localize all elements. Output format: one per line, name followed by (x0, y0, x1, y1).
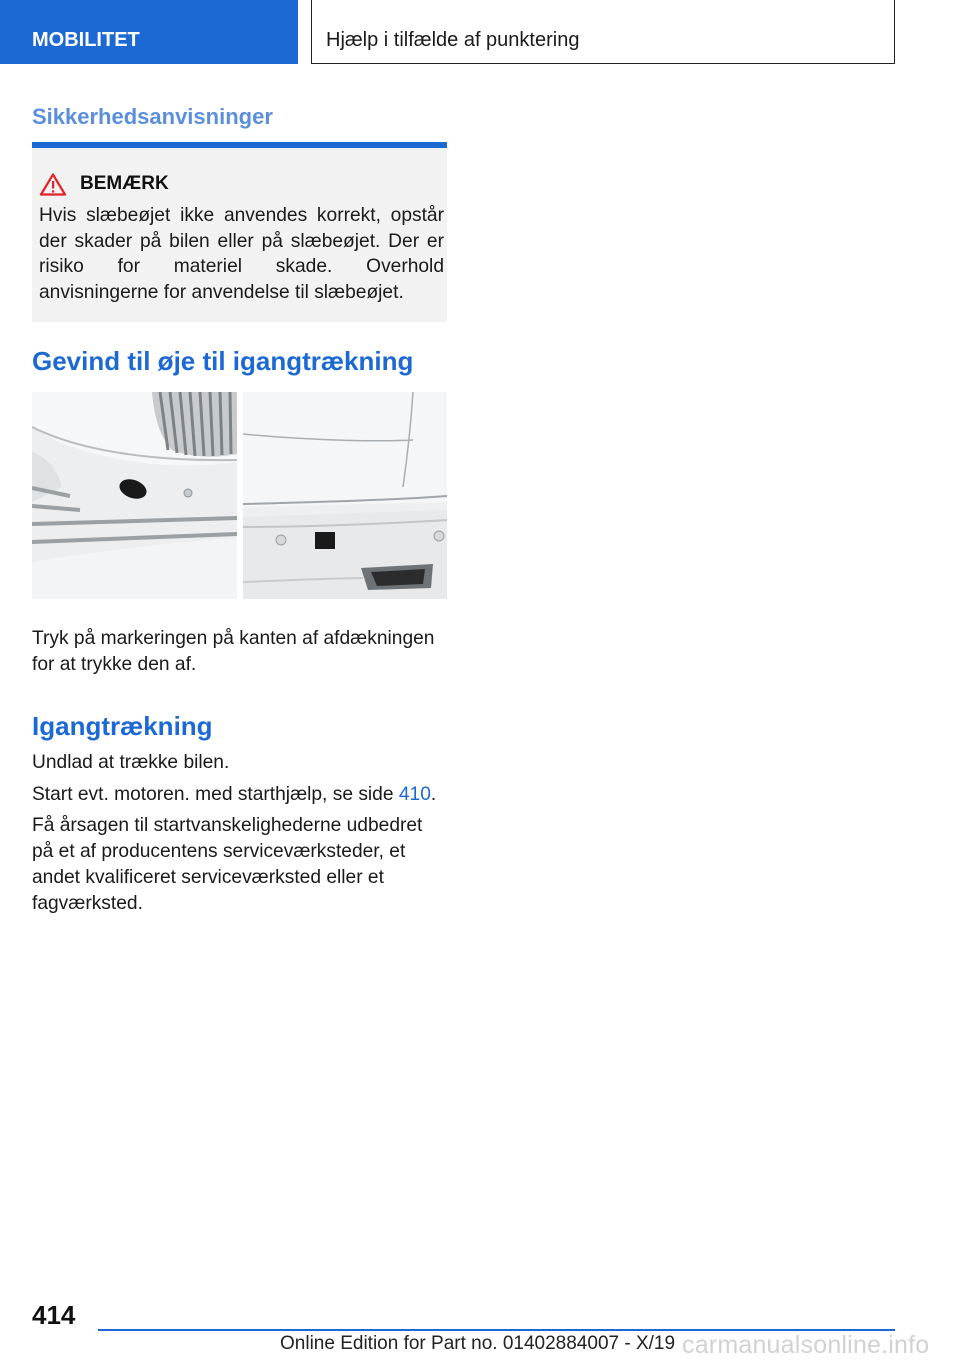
edition-note: Online Edition for Part no. 01402884007 - X/19 (280, 1333, 676, 1354)
warning-triangle-icon (40, 173, 66, 196)
section-title: MOBILITET (32, 29, 140, 51)
starting-paragraph-2-end: . (430, 784, 437, 805)
starting-paragraph-2 (32, 782, 447, 808)
starting-paragraph-1: Undlad at trække bilen. (32, 752, 230, 773)
chapter-title: Hjælp i tilfælde af punktering (326, 29, 580, 51)
safety-heading: Sikkerhedsanvisninger (32, 104, 273, 129)
towing-eye-instruction: Tryk på markeringen på kanten af afdækningen for at trykke den af. (32, 628, 435, 675)
towing-eye-heading: Gevind til øje til igangtrækning (32, 346, 414, 376)
page-reference-link[interactable]: 410 (398, 784, 431, 805)
note-header (40, 170, 169, 198)
front-bumper-photo (32, 392, 237, 599)
starting-paragraph-3: Få årsagen til startvanskelighederne udbedret på et af producentens serviceværksteder, et andet kvalificeret serviceværksted eller et fagværksted. (32, 815, 423, 914)
note-title: BEMÆRK (80, 173, 169, 194)
chapter-header (311, 0, 895, 64)
watermark: carmanualsonline.info (682, 1331, 930, 1359)
warning-note-box (32, 142, 447, 322)
page-number: 414 (32, 1300, 76, 1330)
rear-bumper-photo (243, 392, 447, 599)
section-tab (0, 0, 298, 64)
starting-heading: Igangtrækning (32, 711, 213, 741)
note-text: Hvis slæbeøjet ikke anvendes korrekt, opstår der skader på bilen eller på slæbeøjet. Der er risiko for materiel skade. Overhold anvisningerne for anvendelse til slæbeøjet. (39, 205, 444, 303)
starting-paragraph-2-text: Start evt. motoren. med starthjælp, se side (32, 784, 399, 805)
